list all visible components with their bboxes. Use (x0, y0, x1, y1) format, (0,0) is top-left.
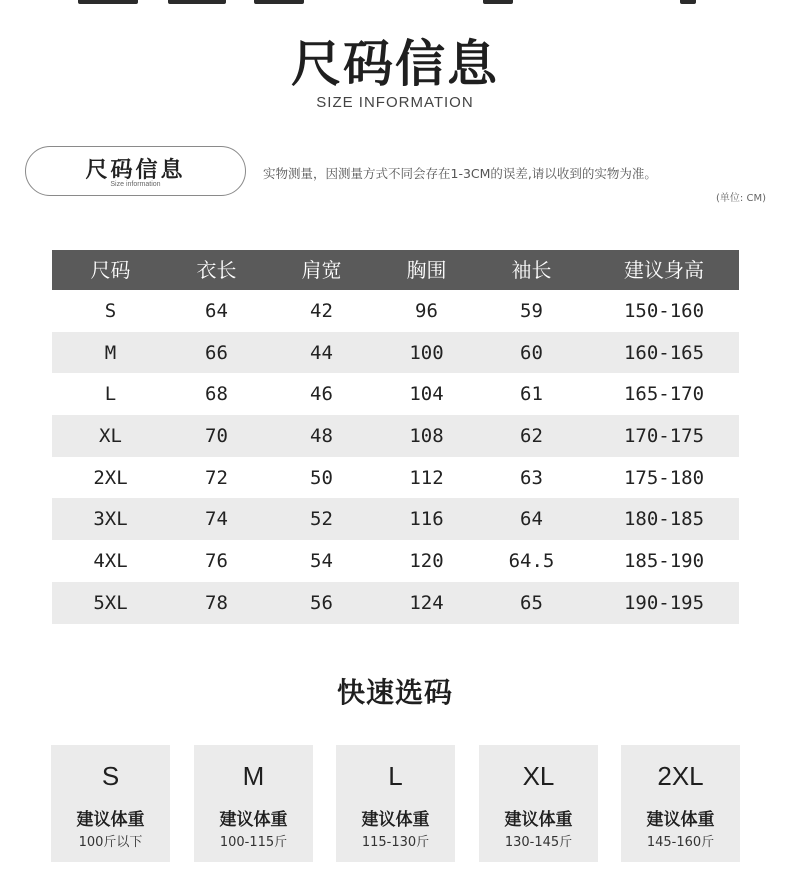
cell-shoulder: 52 (310, 508, 333, 531)
header-sleeve: 袖长 (511, 258, 552, 282)
card-size: S (101, 761, 120, 791)
cell-length: 74 (205, 508, 228, 531)
cell-length: 64 (205, 299, 228, 322)
cell-shoulder: 42 (310, 299, 333, 322)
cell-sleeve: 64.5 (508, 549, 555, 572)
cell-length: 76 (205, 549, 228, 572)
cell-sleeve: 59 (520, 299, 543, 322)
cell-size: S (104, 299, 117, 322)
cell-size: 5XL (93, 591, 128, 614)
cell-size: 4XL (93, 549, 128, 572)
size-info-badge (25, 146, 246, 196)
table-header (52, 250, 739, 290)
cell-shoulder: 48 (310, 424, 333, 447)
card-weight-range: 145-160斤 (646, 835, 715, 850)
page-title: 尺码信息 (291, 34, 499, 93)
header-chest: 胸围 (406, 258, 447, 282)
cell-chest: 104 (409, 383, 444, 406)
header-size: 尺码 (90, 258, 131, 282)
card-label: 建议体重 (76, 810, 145, 830)
cell-size: L (104, 383, 117, 406)
table-row (52, 457, 739, 499)
cell-height: 180-185 (623, 508, 705, 531)
cell-size: 2XL (93, 466, 128, 489)
table-row (52, 332, 739, 374)
table-row (52, 290, 739, 332)
quick-pick-title: 快速选码 (336, 676, 453, 709)
cell-length: 72 (205, 466, 228, 489)
cell-chest: 112 (409, 466, 444, 489)
cell-height: 190-195 (623, 591, 705, 614)
card-size: XL (522, 761, 555, 791)
cell-sleeve: 64 (520, 508, 543, 531)
cell-size: M (104, 341, 117, 364)
measurement-note: 实物测量，因测量方式不同会存在1-3CM的误差,请以收到的实物为准。 (263, 166, 657, 181)
card-weight-range: 115-130斤 (361, 835, 430, 850)
cell-chest: 120 (409, 549, 444, 572)
cell-height: 160-165 (623, 341, 705, 364)
size-table (52, 250, 739, 624)
card-size: M (242, 761, 265, 791)
card-label: 建议体重 (219, 810, 288, 830)
cell-shoulder: 54 (310, 549, 333, 572)
table-row (52, 498, 739, 540)
cell-shoulder: 46 (310, 383, 333, 406)
card-size: L (388, 761, 403, 791)
card-weight-range: 100-115斤 (219, 835, 288, 850)
cell-shoulder: 44 (310, 341, 333, 364)
cell-height: 175-180 (623, 466, 705, 489)
cell-sleeve: 61 (520, 383, 543, 406)
unit-label: (单位: CM) (716, 193, 766, 204)
card-label: 建议体重 (361, 810, 430, 830)
cell-chest: 100 (409, 341, 444, 364)
cell-chest: 108 (409, 424, 444, 447)
card-weight-range: 130-145斤 (504, 835, 573, 850)
cell-length: 68 (205, 383, 228, 406)
size-card (479, 745, 598, 862)
size-card (194, 745, 313, 862)
cell-chest: 124 (409, 591, 444, 614)
card-size: 2XL (657, 761, 704, 791)
table-row (52, 415, 739, 457)
size-card (51, 745, 170, 862)
size-card (336, 745, 455, 862)
quick-pick-cards (51, 745, 741, 862)
cell-height: 170-175 (623, 424, 705, 447)
table-row (52, 582, 739, 624)
header-height: 建议身高 (624, 258, 704, 282)
cell-sleeve: 60 (520, 341, 543, 364)
cell-sleeve: 62 (520, 424, 543, 447)
cell-sleeve: 63 (520, 466, 543, 489)
badge-title: 尺码信息 (85, 157, 186, 183)
page-subtitle: SIZE INFORMATION (316, 94, 474, 111)
cell-sleeve: 65 (520, 591, 543, 614)
table-row (52, 373, 739, 415)
cell-chest: 116 (409, 508, 444, 531)
badge-subtitle: Size information (110, 181, 161, 188)
cell-height: 185-190 (623, 549, 705, 572)
card-label: 建议体重 (504, 810, 573, 830)
table-row (52, 540, 739, 582)
card-weight-range: 100斤以下 (78, 835, 143, 850)
card-label: 建议体重 (646, 810, 715, 830)
header-shoulder: 肩宽 (301, 258, 342, 282)
cell-shoulder: 50 (310, 466, 333, 489)
cell-shoulder: 56 (310, 591, 333, 614)
size-card (621, 745, 740, 862)
cell-size: XL (99, 424, 122, 447)
cell-length: 70 (205, 424, 228, 447)
cell-chest: 96 (415, 299, 438, 322)
header-length: 衣长 (196, 258, 237, 282)
cell-length: 78 (205, 591, 228, 614)
cell-height: 165-170 (623, 383, 705, 406)
cell-size: 3XL (93, 508, 128, 531)
top-cropped-strip (0, 0, 790, 6)
cell-height: 150-160 (623, 299, 705, 322)
cell-length: 66 (205, 341, 228, 364)
